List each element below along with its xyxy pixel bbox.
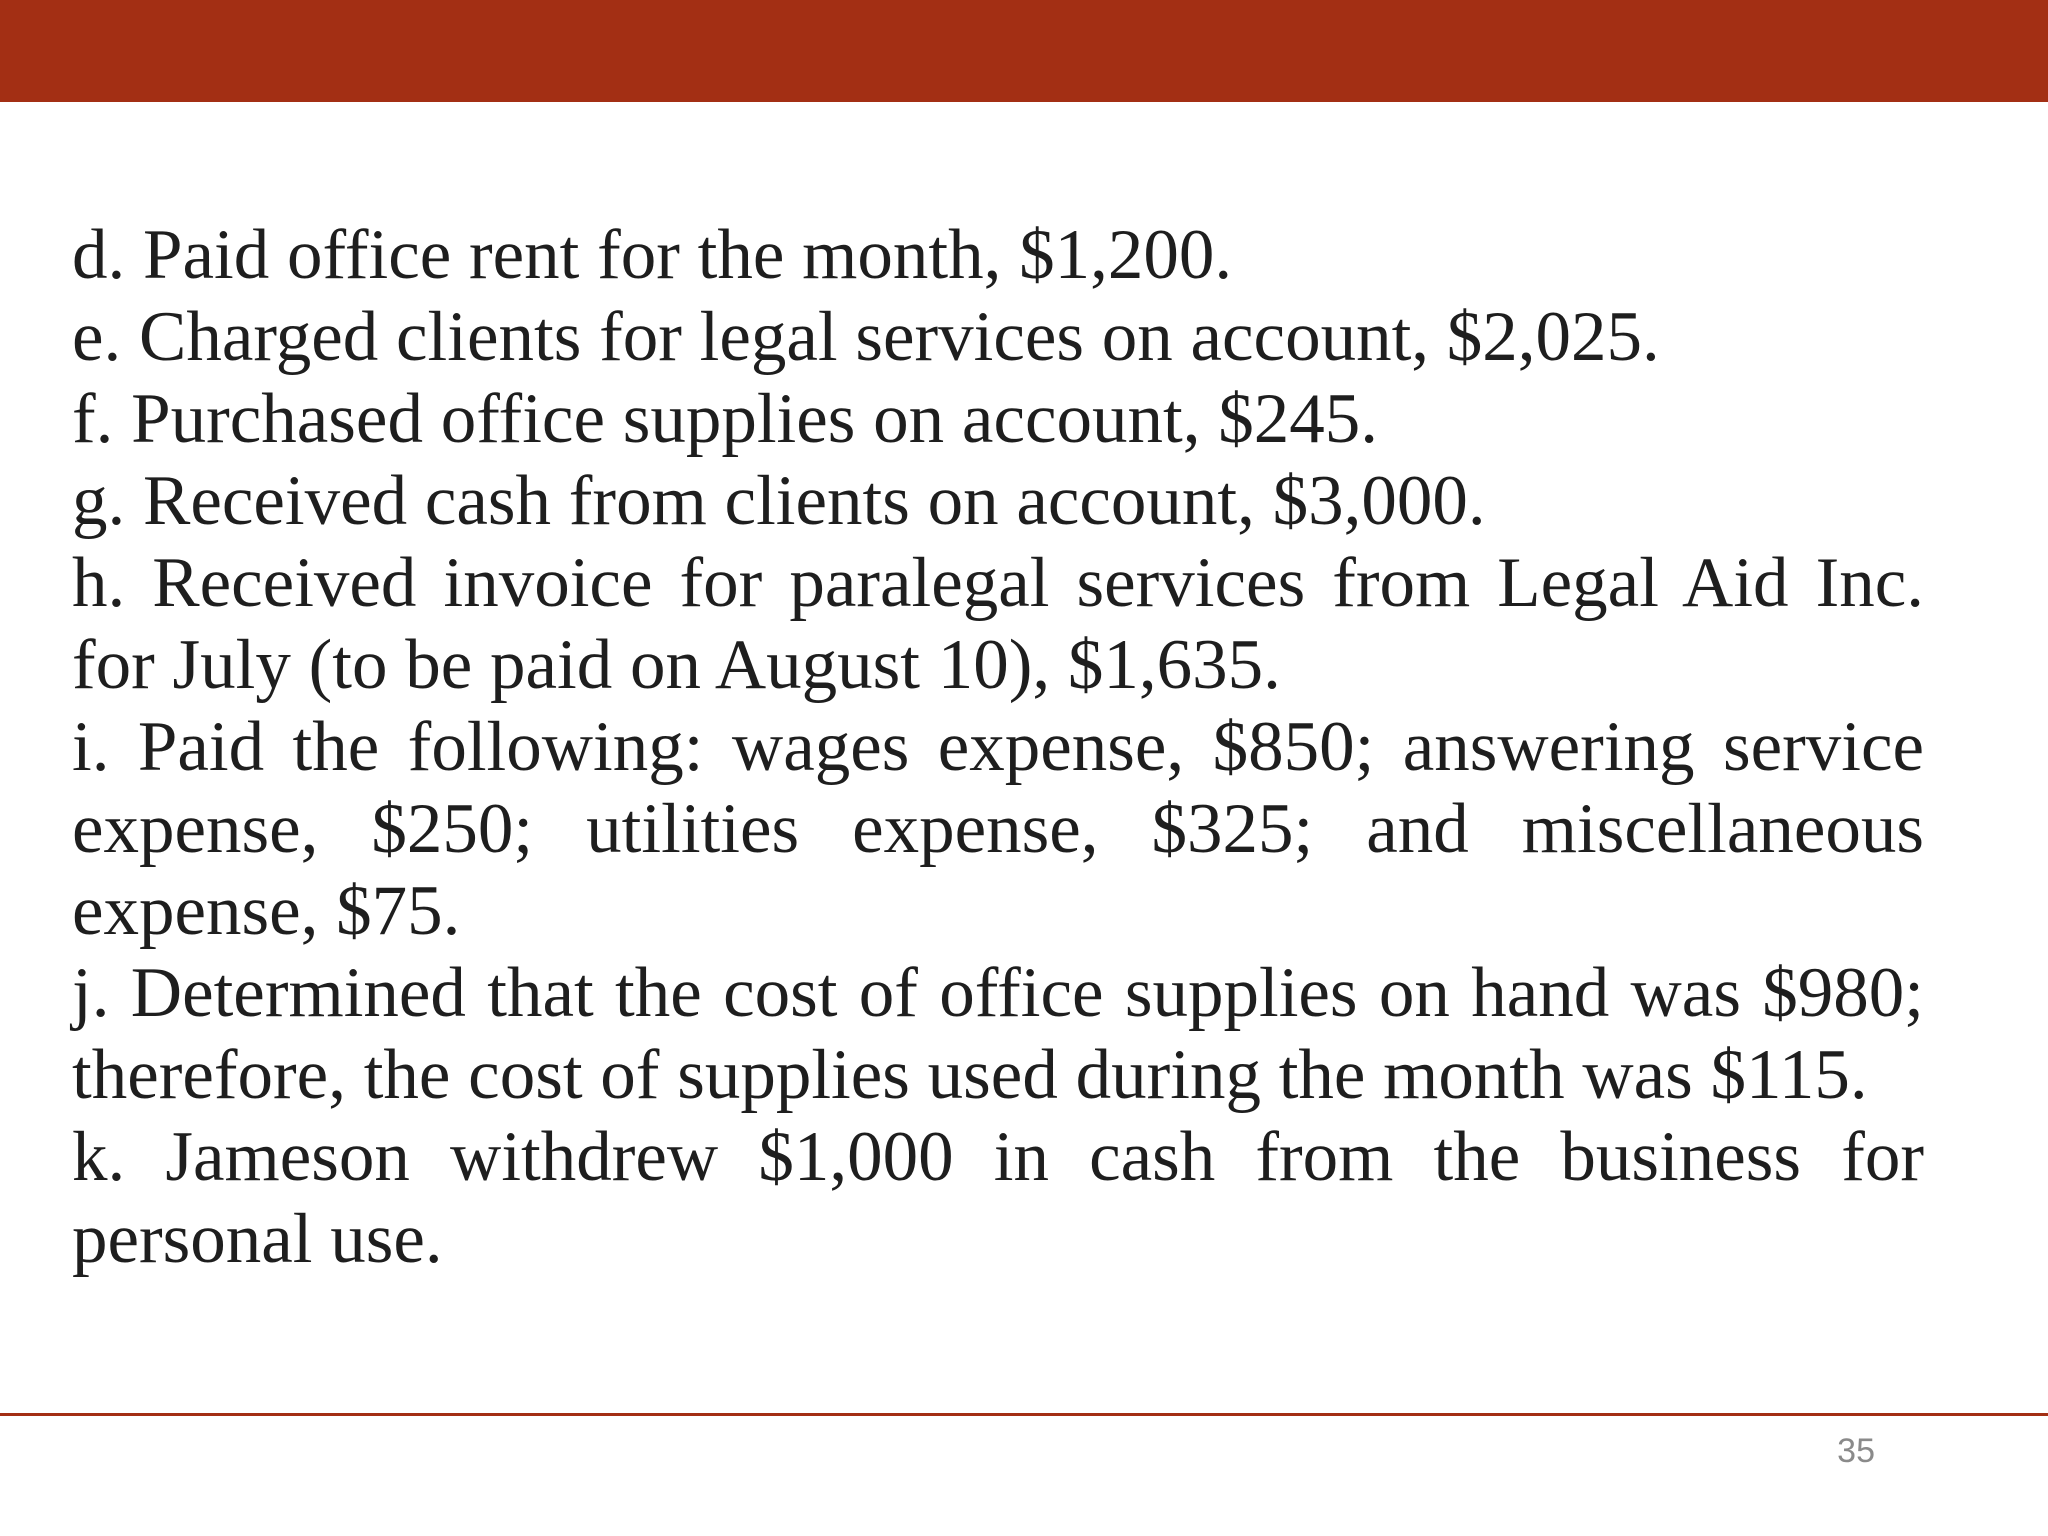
transaction-item-g: g. Received cash from clients on account, $3,000. <box>72 462 1486 540</box>
transaction-item-i: i. Paid the following: wages expense, $850; answering service expense, $250; utilities expense, $325; and miscellaneous expense, $75. <box>72 708 1924 950</box>
header-accent-bar <box>0 0 2048 102</box>
transaction-list <box>72 214 1924 1280</box>
page-number: 35 <box>1837 1432 1875 1470</box>
transaction-item-e: e. Charged clients for legal services on account, $2,025. <box>72 298 1660 376</box>
transaction-item-h: h. Received invoice for paralegal services from Legal Aid Inc. for July (to be paid on August 10), $1,635. <box>72 544 1924 704</box>
transaction-item-k: k. Jameson withdrew $1,000 in cash from the business for personal use. <box>72 1118 1924 1278</box>
transaction-item-j: j. Determined that the cost of office supplies on hand was $980; therefore, the cost of supplies used during the month was $115. <box>72 954 1924 1114</box>
transaction-item-f: f. Purchased office supplies on account, $245. <box>72 380 1378 458</box>
transaction-item-d: d. Paid office rent for the month, $1,200. <box>72 216 1233 294</box>
footer-divider <box>0 1413 2048 1416</box>
